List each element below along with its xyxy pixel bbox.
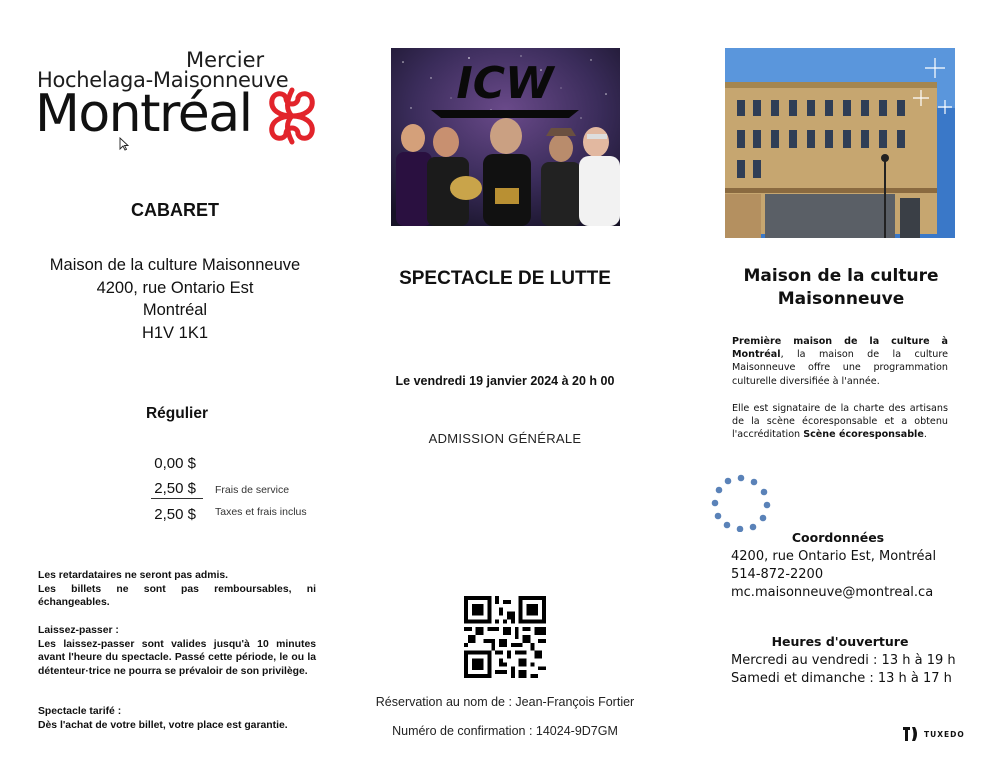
- policy-paid-body: Dès l'achat de votre billet, votre place est garantie.: [38, 719, 288, 731]
- price-fee: 2,50 $: [154, 480, 196, 497]
- policy-paid-title: Spectacle tarifé :: [38, 706, 122, 717]
- venue-street: 4200, rue Ontario Est: [96, 278, 254, 297]
- contact-heading: Coordonnées: [791, 530, 885, 545]
- desc2-end: .: [923, 429, 927, 441]
- contact-email[interactable]: mc.maisonneuve@montreal.ca: [731, 585, 934, 600]
- hero-logo-text: ICW: [456, 58, 554, 109]
- qr-code: [464, 596, 546, 678]
- fee-label: Frais de service: [215, 484, 290, 496]
- maison-title-line2: Maisonneuve: [777, 289, 905, 309]
- policy-late-line: Les retardataires ne seront pas admis.: [38, 570, 228, 581]
- price-divider: [151, 498, 203, 499]
- mouse-cursor-icon: [119, 137, 129, 151]
- maison-title: [716, 265, 966, 311]
- desc1-bold: Première maison de la culture à Montréal: [732, 336, 948, 361]
- price-base: 0,00 $: [154, 455, 196, 472]
- building-photo: [725, 48, 955, 238]
- tuxedo-brand: TUXEDO: [924, 730, 965, 739]
- hours-weekend: Samedi et dimanche : 13 h à 17 h: [731, 671, 952, 686]
- venue-address: [0, 254, 350, 344]
- price-total: 2,50 $: [154, 506, 196, 523]
- dots-circle-icon: [710, 474, 772, 532]
- policy-pass: [38, 624, 316, 678]
- desc1-rest: , la maison de la culture Maisonneuve offre une programmation culturelle diversifiée à l'année.: [732, 349, 948, 387]
- event-hero-image: [391, 48, 620, 226]
- logo-hochelaga: Hochelaga-Maisonneuve: [37, 68, 289, 92]
- event-title: SPECTACLE DE LUTTE: [399, 268, 611, 289]
- policy-late: [38, 569, 316, 610]
- desc2-start: Elle est signataire de la charte des artisans de la scène écoresponsable et a obtenu l'accréditation: [732, 403, 948, 441]
- venue-postal: H1V 1K1: [141, 323, 209, 342]
- reservation-name: Réservation au nom de : Jean-François Fortier: [375, 695, 635, 709]
- venue-city: Montréal: [142, 301, 208, 319]
- logo-montreal: Montréal: [35, 84, 252, 144]
- total-label: Taxes et frais inclus: [215, 506, 307, 518]
- hours-heading: Heures d'ouverture: [771, 634, 909, 649]
- montreal-rosette-icon: [260, 86, 324, 146]
- policy-paid: [38, 705, 316, 732]
- contact-phone[interactable]: 514-872-2200: [731, 567, 824, 582]
- hours-weekday: Mercredi au vendredi : 13 h à 19 h: [731, 653, 956, 668]
- policy-pass-title: Laissez-passer :: [38, 625, 119, 636]
- confirmation-number: Numéro de confirmation : 14024-9D7GM: [392, 724, 618, 738]
- policy-pass-body: Les laissez-passer sont valides jusqu'à 10 minutes avant l'heure du spectacle. Passé cette période, le ou la détenteur·trice ne pourra se prévaloir de son privilège.: [38, 638, 316, 677]
- venue-name: Maison de la culture Maisonneuve: [49, 256, 301, 274]
- maison-description-1: [732, 335, 948, 388]
- price-heading: Régulier: [145, 405, 208, 422]
- event-date: Le vendredi 19 janvier 2024 à 20 h 00: [395, 374, 615, 388]
- maison-title-line1: Maison de la culture: [743, 266, 939, 286]
- policy-refund-line: Les billets ne sont pas remboursables, ni échangeables.: [38, 583, 316, 609]
- contact-address: 4200, rue Ontario Est, Montréal: [731, 549, 937, 564]
- category-heading: CABARET: [131, 200, 219, 220]
- tuxedo-logo-icon: [902, 725, 920, 743]
- maison-description-2: [732, 402, 948, 442]
- logo-mercier: Mercier: [186, 48, 265, 72]
- admission-type: ADMISSION GÉNÉRALE: [428, 431, 582, 446]
- desc2-bold: Scène écoresponsable: [803, 429, 924, 441]
